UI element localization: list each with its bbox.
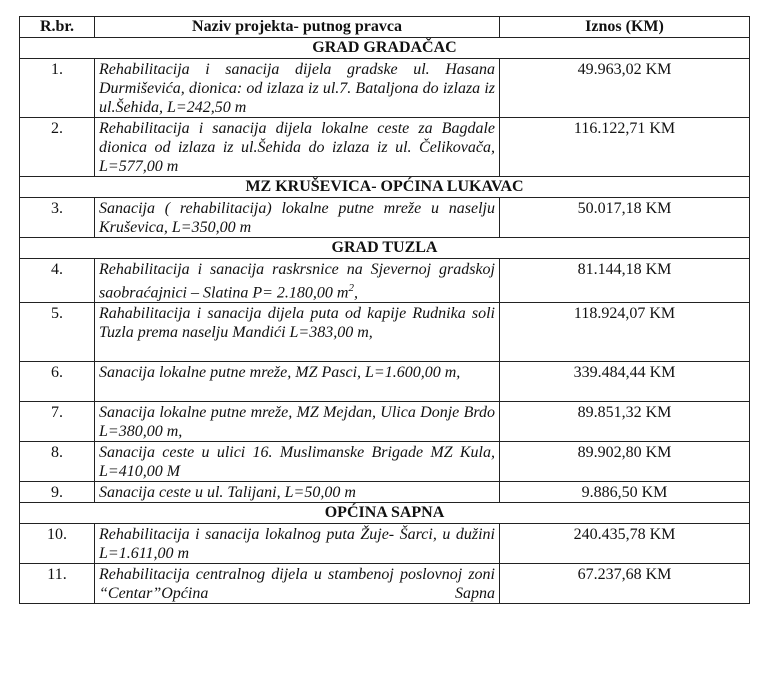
- row-number: 11.: [20, 564, 95, 604]
- row-number: 7.: [20, 402, 95, 442]
- row-amount: 9.886,50 KM: [500, 482, 750, 503]
- table-row: [20, 482, 750, 503]
- row-description: Rehabilitacija i sanacija lokalnog puta Žuje- Šarci, u dužini L=1.611,00 m: [95, 524, 500, 564]
- header-rbr: R.br.: [20, 17, 95, 38]
- row-description: Rehabilitacija i sanacija dijela gradske ul. Hasana Durmiševića, dionica: od izlaza iz ul.7. Bataljona do izlaza iz ul.Šehida, L=242,50 m: [95, 59, 500, 118]
- row-amount: 339.484,44 KM: [500, 362, 750, 402]
- row-number: 5.: [20, 303, 95, 362]
- table-row: [20, 303, 750, 362]
- row-amount: 240.435,78 KM: [500, 524, 750, 564]
- row-description: Sanacija ceste u ulici 16. Muslimanske Brigade MZ Kula, L=410,00 M: [95, 442, 500, 482]
- section-title: MZ KRUŠEVICA- OPĆINA LUKAVAC: [20, 177, 750, 198]
- row-amount: 118.924,07 KM: [500, 303, 750, 362]
- table-row: [20, 59, 750, 118]
- row-description: Rehabilitacija centralnog dijela u stambenoj poslovnoj zoni “Centar”Općina Sapna: [95, 564, 500, 604]
- table-row: [20, 524, 750, 564]
- table-row: [20, 198, 750, 238]
- row-description-text: Rehabilitacija i sanacija raskrsnice na Sjevernoj gradskoj saobraćajnici – Slatina P= 2.180,00 m: [99, 261, 495, 302]
- row-description-tail: ,: [353, 284, 358, 302]
- row-number: 6.: [20, 362, 95, 402]
- row-number: 4.: [20, 259, 95, 303]
- section-row: [20, 503, 750, 524]
- section-row: [20, 238, 750, 259]
- section-title: GRAD GRADAČAC: [20, 38, 750, 59]
- row-number: 9.: [20, 482, 95, 503]
- row-amount: 49.963,02 KM: [500, 59, 750, 118]
- table-row: [20, 118, 750, 177]
- table-row: [20, 259, 750, 303]
- row-number: 10.: [20, 524, 95, 564]
- row-description: Sanacija ( rehabilitacija) lokalne putne mreže u naselju Kruševica, L=350,00 m: [95, 198, 500, 238]
- row-description: [95, 259, 500, 303]
- row-description: Sanacija ceste u ul. Talijani, L=50,00 m: [95, 482, 500, 503]
- table-row: [20, 362, 750, 402]
- row-description: Sanacija lokalne putne mreže, MZ Mejdan, Ulica Donje Brdo L=380,00 m,: [95, 402, 500, 442]
- table-row: [20, 402, 750, 442]
- table-row: [20, 442, 750, 482]
- row-amount: 89.851,32 KM: [500, 402, 750, 442]
- header-row: [20, 17, 750, 38]
- superscript: 2: [348, 282, 354, 294]
- row-amount: 67.237,68 KM: [500, 564, 750, 604]
- row-number: 8.: [20, 442, 95, 482]
- row-description: Sanacija lokalne putne mreže, MZ Pasci, L=1.600,00 m,: [95, 362, 500, 402]
- section-row: [20, 38, 750, 59]
- row-number: 1.: [20, 59, 95, 118]
- section-row: [20, 177, 750, 198]
- header-naziv: Naziv projekta- putnog pravca: [95, 17, 500, 38]
- projects-table: [19, 16, 750, 604]
- row-amount: 89.902,80 KM: [500, 442, 750, 482]
- row-description: Rehabilitacija i sanacija dijela lokalne ceste za Bagdale dionica od izlaza iz ul.Šehida do izlaza iz ul. Čelikovača, L=577,00 m: [95, 118, 500, 177]
- header-iznos: Iznos (KM): [500, 17, 750, 38]
- section-title: GRAD TUZLA: [20, 238, 750, 259]
- row-amount: 116.122,71 KM: [500, 118, 750, 177]
- table-row: [20, 564, 750, 604]
- row-amount: 81.144,18 KM: [500, 259, 750, 303]
- row-description: Rahabilitacija i sanacija dijela puta od kapije Rudnika soli Tuzla prema naselju Mandići L=383,00 m,: [95, 303, 500, 362]
- section-title: OPĆINA SAPNA: [20, 503, 750, 524]
- row-number: 2.: [20, 118, 95, 177]
- row-number: 3.: [20, 198, 95, 238]
- row-amount: 50.017,18 KM: [500, 198, 750, 238]
